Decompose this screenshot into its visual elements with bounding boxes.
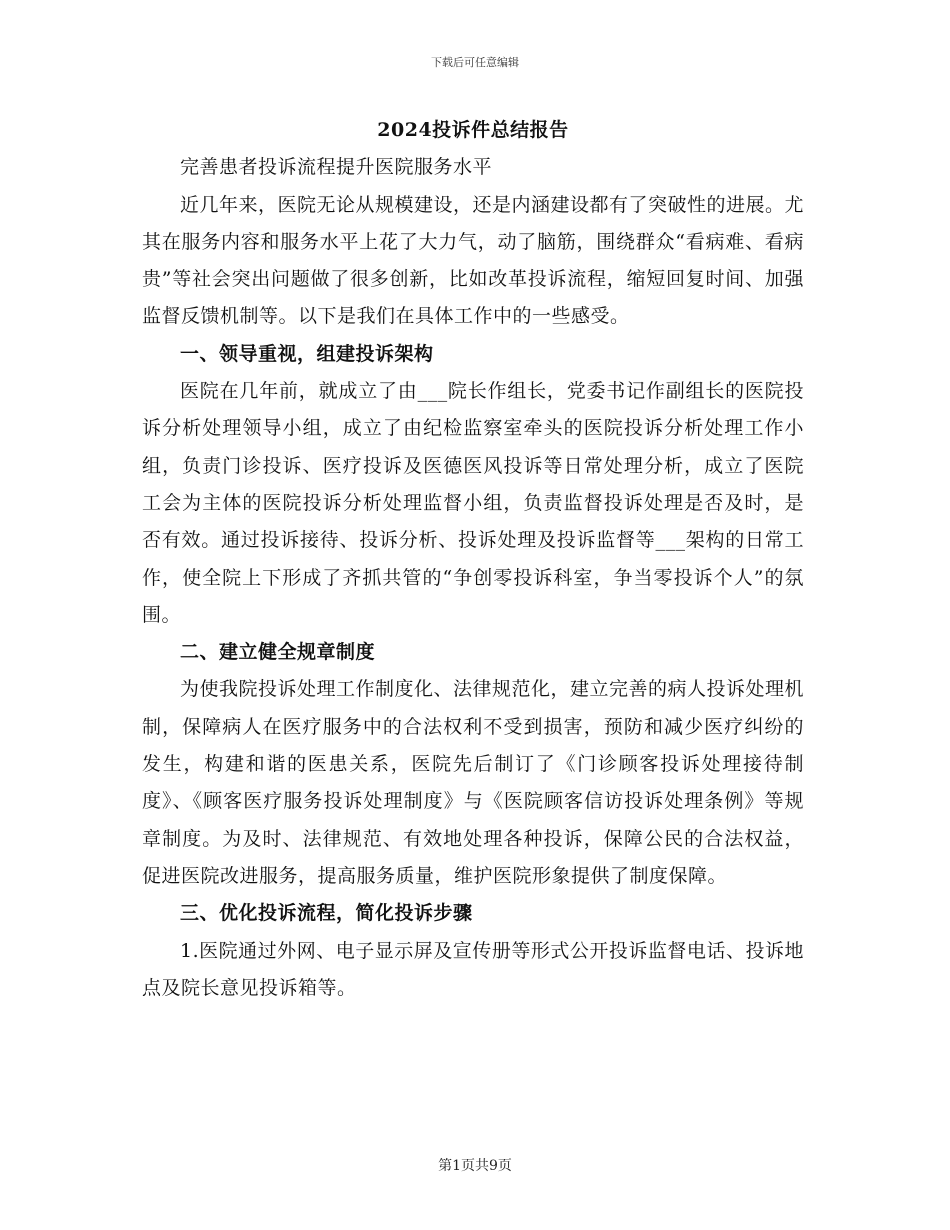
intro-paragraph: 近几年来，医院无论从规模建设，还是内涵建设都有了突破性的进展。尤其在服务内容和服务水平上花了大力气，动了脑筋，围绕群众“看病难、看病贵”等社会突出问题做了很多创新，比如改革投诉流程，缩短回复时间、加强监督反馈机制等。以下是我们在具体工作中的一些感受。: [142, 193, 805, 328]
section-1-paragraph: 医院在几年前，就成立了由___院长作组长，党委书记作副组长的医院投诉分析处理领导小组，成立了由纪检监察室牵头的医院投诉分析处理工作小组，负责门诊投诉、医疗投诉及医德医风投诉等日常处理分析，成立了医院工会为主体的医院投诉分析处理监督小组，负责监督投诉处理是否及时，是否有效。通过投诉接待、投诉分析、投诉处理及投诉监督等___架构的日常工作，使全院上下形成了齐抓共管的“争创零投诉科室，争当零投诉个人”的氛围。: [142, 380, 804, 626]
document-body: [142, 112, 804, 1007]
page-footer: 第1页共9页: [438, 1158, 512, 1174]
section-2-paragraph: 为使我院投诉处理工作制度化、法律规范化，建立完善的病人投诉处理机制，保障病人在医疗服务中的合法权利不受到损害，预防和减少医疗纠纷的发生，构建和谐的医患关系，医院先后制订了《门诊顾客投诉处理接待制度》、《顾客医疗服务投诉处理制度》与《医院顾客信访投诉处理条例》等规章制度。为及时、法律规范、有效地处理各种投诉，保障公民的合法权益，促进医院改进服务，提高服务质量，维护医院形象提供了制度保障。: [142, 678, 805, 887]
section-3-heading: 三、优化投诉流程，简化投诉步骤: [180, 902, 473, 925]
section-1-heading: 一、领导重视，组建投诉架构: [180, 342, 434, 365]
page-header: 下载后可任意编辑: [431, 56, 519, 69]
document-subtitle: 完善患者投诉流程提升医院服务水平: [180, 156, 493, 179]
section-2-heading: 二、建立健全规章制度: [180, 641, 376, 664]
section-3-item-1: 1.医院通过外网、电子显示屏及宣传册等形式公开投诉监督电话、投诉地点及院长意见投诉箱等。: [142, 939, 804, 999]
document-title: 2024投诉件总结报告: [377, 119, 569, 141]
